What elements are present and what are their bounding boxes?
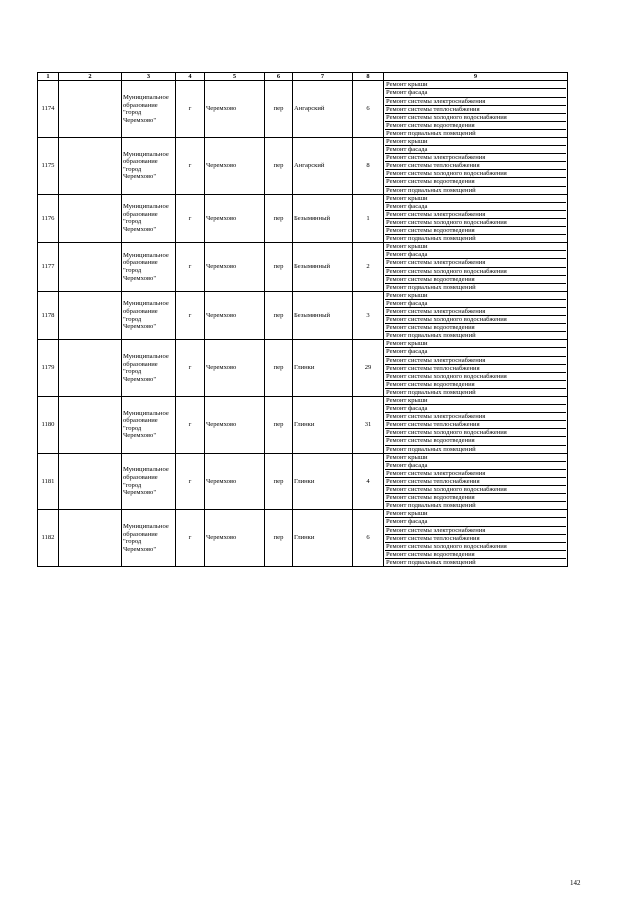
work-item: Ремонт системы электроснабжения — [385, 308, 566, 316]
municipality-line: Черемхово" — [123, 274, 157, 282]
street-type-cell: пер — [265, 397, 293, 454]
row-number: 1181 — [38, 453, 59, 510]
row-number: 1176 — [38, 194, 59, 243]
municipality-cell — [122, 243, 176, 292]
work-item: Ремонт подвальных помещений — [386, 332, 476, 340]
work-item: Ремонт системы электроснабжения — [385, 527, 566, 535]
street-cell: Глинки — [293, 340, 353, 397]
header-cell: 6 — [265, 73, 293, 81]
municipality-line: "город — [123, 267, 142, 275]
settlement-type-cell: г — [176, 453, 205, 510]
street-type-cell: пер — [265, 510, 293, 567]
house-number-cell: 2 — [353, 243, 384, 292]
municipality-line: "город — [123, 218, 142, 226]
work-item: Ремонт системы теплоснабжения — [385, 162, 566, 170]
work-item: Ремонт крыши — [385, 510, 566, 518]
municipality-cell — [122, 138, 176, 195]
municipality-cell — [122, 340, 176, 397]
work-item: Ремонт системы водоотведения — [385, 122, 566, 130]
capital-repair-table — [37, 72, 568, 567]
work-item: Ремонт подвальных помещений — [386, 235, 476, 243]
municipality-line: образование — [123, 101, 158, 109]
street-type-cell: пер — [265, 243, 293, 292]
work-item: Ремонт системы холодного водоснабжения — [385, 429, 566, 437]
work-item: Ремонт подвальных помещений — [386, 129, 476, 137]
work-item: Ремонт системы электроснабжения — [385, 259, 566, 267]
works-cell — [384, 81, 568, 138]
row-number: 1174 — [38, 81, 59, 138]
municipality-line: Черемхово" — [123, 323, 157, 331]
empty-cell — [59, 291, 122, 340]
works-cell — [384, 138, 568, 195]
house-number-cell: 29 — [353, 340, 384, 397]
works-cell — [384, 194, 568, 243]
work-item: Ремонт фасада — [385, 348, 566, 356]
work-item: Ремонт системы холодного водоснабжения — [385, 543, 566, 551]
work-item: Ремонт подвальных помещений — [386, 502, 476, 510]
street-type-cell: пер — [265, 194, 293, 243]
work-item: Ремонт системы электроснабжения — [385, 357, 566, 365]
table-row — [38, 138, 568, 195]
header-cell: 7 — [293, 73, 353, 81]
municipality-line: Муниципальное — [123, 409, 169, 417]
work-item: Ремонт системы холодного водоснабжения — [385, 219, 566, 227]
empty-cell — [59, 81, 122, 138]
work-item: Ремонт системы водоотведения — [385, 437, 566, 445]
municipality-line: образование — [123, 158, 158, 166]
settlement-type-cell: г — [176, 138, 205, 195]
row-number: 1178 — [38, 291, 59, 340]
municipality-line: "город — [123, 481, 142, 489]
municipality-line: Муниципальное — [123, 94, 169, 102]
city-cell: Черемхово — [205, 291, 265, 340]
street-cell: Глинки — [293, 453, 353, 510]
header-cell: 2 — [59, 73, 122, 81]
work-item: Ремонт фасада — [385, 89, 566, 97]
settlement-type-cell: г — [176, 291, 205, 340]
work-item: Ремонт системы холодного водоснабжения — [385, 373, 566, 381]
settlement-type-cell: г — [176, 397, 205, 454]
row-number: 1177 — [38, 243, 59, 292]
works-cell — [384, 397, 568, 454]
street-type-cell: пер — [265, 453, 293, 510]
municipality-cell — [122, 510, 176, 567]
municipality-line: образование — [123, 360, 158, 368]
house-number-cell: 8 — [353, 138, 384, 195]
street-cell: Безымянный — [293, 291, 353, 340]
settlement-type-cell: г — [176, 194, 205, 243]
street-type-cell: пер — [265, 291, 293, 340]
work-item: Ремонт фасада — [385, 405, 566, 413]
street-type-cell: пер — [265, 81, 293, 138]
empty-cell — [59, 453, 122, 510]
row-number: 1182 — [38, 510, 59, 567]
header-cell: 9 — [384, 73, 568, 81]
work-item: Ремонт крыши — [385, 397, 566, 405]
street-cell: Безымянный — [293, 194, 353, 243]
work-item: Ремонт системы холодного водоснабжения — [385, 170, 566, 178]
municipality-line: Муниципальное — [123, 353, 169, 361]
municipality-line: образование — [123, 308, 158, 315]
work-item: Ремонт крыши — [385, 292, 566, 300]
work-item: Ремонт системы водоотведения — [385, 494, 566, 502]
city-cell: Черемхово — [205, 397, 265, 454]
work-item: Ремонт системы теплоснабжения — [385, 421, 566, 429]
work-item: Ремонт системы теплоснабжения — [385, 365, 566, 373]
page-number: 142 — [570, 879, 581, 887]
municipality-line: Черемхово" — [123, 489, 157, 497]
empty-cell — [59, 397, 122, 454]
house-number-cell: 6 — [353, 81, 384, 138]
municipality-line: образование — [123, 473, 158, 481]
municipality-line: Черемхово" — [123, 545, 157, 553]
city-cell: Черемхово — [205, 243, 265, 292]
municipality-line: Муниципальное — [123, 203, 169, 211]
table-row — [38, 291, 568, 340]
city-cell: Черемхово — [205, 340, 265, 397]
municipality-line: "город — [123, 315, 142, 323]
work-item: Ремонт системы теплоснабжения — [385, 535, 566, 543]
header-row — [38, 73, 568, 81]
work-item: Ремонт крыши — [385, 243, 566, 251]
works-cell — [384, 453, 568, 510]
house-number-cell: 6 — [353, 510, 384, 567]
work-item: Ремонт крыши — [385, 138, 566, 146]
header-cell: 5 — [205, 73, 265, 81]
table-row — [38, 194, 568, 243]
work-item: Ремонт системы электроснабжения — [385, 413, 566, 421]
municipality-line: Черемхово" — [123, 432, 157, 440]
work-item: Ремонт системы холодного водоснабжения — [385, 316, 566, 324]
row-number: 1175 — [38, 138, 59, 195]
street-cell: Ангарский — [293, 81, 353, 138]
work-item: Ремонт фасада — [385, 146, 566, 154]
work-item: Ремонт фасада — [385, 300, 566, 308]
work-item: Ремонт фасада — [385, 518, 566, 526]
city-cell: Черемхово — [205, 510, 265, 567]
work-item: Ремонт системы водоотведения — [385, 227, 566, 235]
work-item: Ремонт подвальных помещений — [386, 186, 476, 194]
street-cell: Глинки — [293, 397, 353, 454]
work-item: Ремонт системы холодного водоснабжения — [385, 114, 566, 122]
empty-cell — [59, 138, 122, 195]
works-cell — [384, 340, 568, 397]
work-item: Ремонт системы водоотведения — [385, 381, 566, 389]
municipality-line: Черемхово" — [123, 375, 157, 383]
work-item: Ремонт крыши — [385, 81, 566, 89]
municipality-line: Муниципальное — [123, 251, 169, 259]
work-item: Ремонт подвальных помещений — [386, 445, 476, 453]
municipality-line: Черемхово" — [123, 226, 157, 234]
municipality-line: "город — [123, 109, 142, 117]
work-item: Ремонт крыши — [385, 195, 566, 203]
municipality-line: Черемхово" — [123, 116, 157, 124]
work-item: Ремонт подвальных помещений — [386, 388, 476, 396]
settlement-type-cell: г — [176, 510, 205, 567]
work-item: Ремонт фасада — [385, 251, 566, 259]
municipality-line: образование — [123, 259, 158, 267]
city-cell: Черемхово — [205, 453, 265, 510]
street-type-cell: пер — [265, 138, 293, 195]
work-item: Ремонт подвальных помещений — [386, 558, 476, 566]
municipality-line: "город — [123, 538, 142, 546]
municipality-line: Муниципальное — [123, 300, 169, 308]
municipality-line: образование — [123, 210, 158, 218]
street-cell: Глинки — [293, 510, 353, 567]
settlement-type-cell: г — [176, 340, 205, 397]
municipality-cell — [122, 194, 176, 243]
municipality-cell — [122, 81, 176, 138]
table-row — [38, 453, 568, 510]
work-item: Ремонт крыши — [385, 454, 566, 462]
header-cell: 1 — [38, 73, 59, 81]
municipality-cell — [122, 397, 176, 454]
table-row — [38, 340, 568, 397]
empty-cell — [59, 510, 122, 567]
street-cell: Ангарский — [293, 138, 353, 195]
work-item: Ремонт системы водоотведения — [385, 276, 566, 284]
house-number-cell: 31 — [353, 397, 384, 454]
municipality-cell — [122, 291, 176, 340]
work-item: Ремонт крыши — [385, 340, 566, 348]
work-item: Ремонт подвальных помещений — [386, 283, 476, 291]
municipality-cell — [122, 453, 176, 510]
municipality-line: образование — [123, 530, 158, 538]
work-item: Ремонт системы водоотведения — [385, 324, 566, 332]
header-cell: 4 — [176, 73, 205, 81]
street-type-cell: пер — [265, 340, 293, 397]
municipality-line: Черемхово" — [123, 173, 157, 181]
municipality-line: Муниципальное — [123, 150, 169, 158]
city-cell: Черемхово — [205, 138, 265, 195]
works-cell — [384, 243, 568, 292]
row-number: 1180 — [38, 397, 59, 454]
row-number: 1179 — [38, 340, 59, 397]
table-row — [38, 510, 568, 567]
municipality-line: Муниципальное — [123, 523, 169, 530]
work-item: Ремонт фасада — [385, 203, 566, 211]
header-cell: 8 — [353, 73, 384, 81]
works-cell — [384, 510, 568, 567]
municipality-line: "город — [123, 165, 142, 173]
work-item: Ремонт системы холодного водоснабжения — [385, 486, 566, 494]
municipality-line: "город — [123, 424, 142, 432]
house-number-cell: 3 — [353, 291, 384, 340]
table-row — [38, 243, 568, 292]
table-row — [38, 81, 568, 138]
empty-cell — [59, 340, 122, 397]
house-number-cell: 4 — [353, 453, 384, 510]
municipality-line: Муниципальное — [123, 466, 169, 474]
city-cell: Черемхово — [205, 194, 265, 243]
settlement-type-cell: г — [176, 243, 205, 292]
work-item: Ремонт системы водоотведения — [385, 178, 566, 186]
table-row — [38, 397, 568, 454]
work-item: Ремонт системы теплоснабжения — [385, 106, 566, 114]
work-item: Ремонт системы теплоснабжения — [385, 478, 566, 486]
work-item: Ремонт системы холодного водоснабжения — [385, 268, 566, 276]
street-cell: Безымянный — [293, 243, 353, 292]
house-number-cell: 1 — [353, 194, 384, 243]
empty-cell — [59, 194, 122, 243]
work-item: Ремонт системы электроснабжения — [385, 470, 566, 478]
header-cell: 3 — [122, 73, 176, 81]
settlement-type-cell: г — [176, 81, 205, 138]
work-item: Ремонт фасада — [385, 462, 566, 470]
work-item: Ремонт системы электроснабжения — [385, 211, 566, 219]
work-item: Ремонт системы водоотведения — [385, 551, 566, 559]
empty-cell — [59, 243, 122, 292]
city-cell: Черемхово — [205, 81, 265, 138]
works-cell — [384, 291, 568, 340]
municipality-line: образование — [123, 417, 158, 425]
work-item: Ремонт системы электроснабжения — [385, 154, 566, 162]
municipality-line: "город — [123, 368, 142, 376]
work-item: Ремонт системы электроснабжения — [385, 98, 566, 106]
